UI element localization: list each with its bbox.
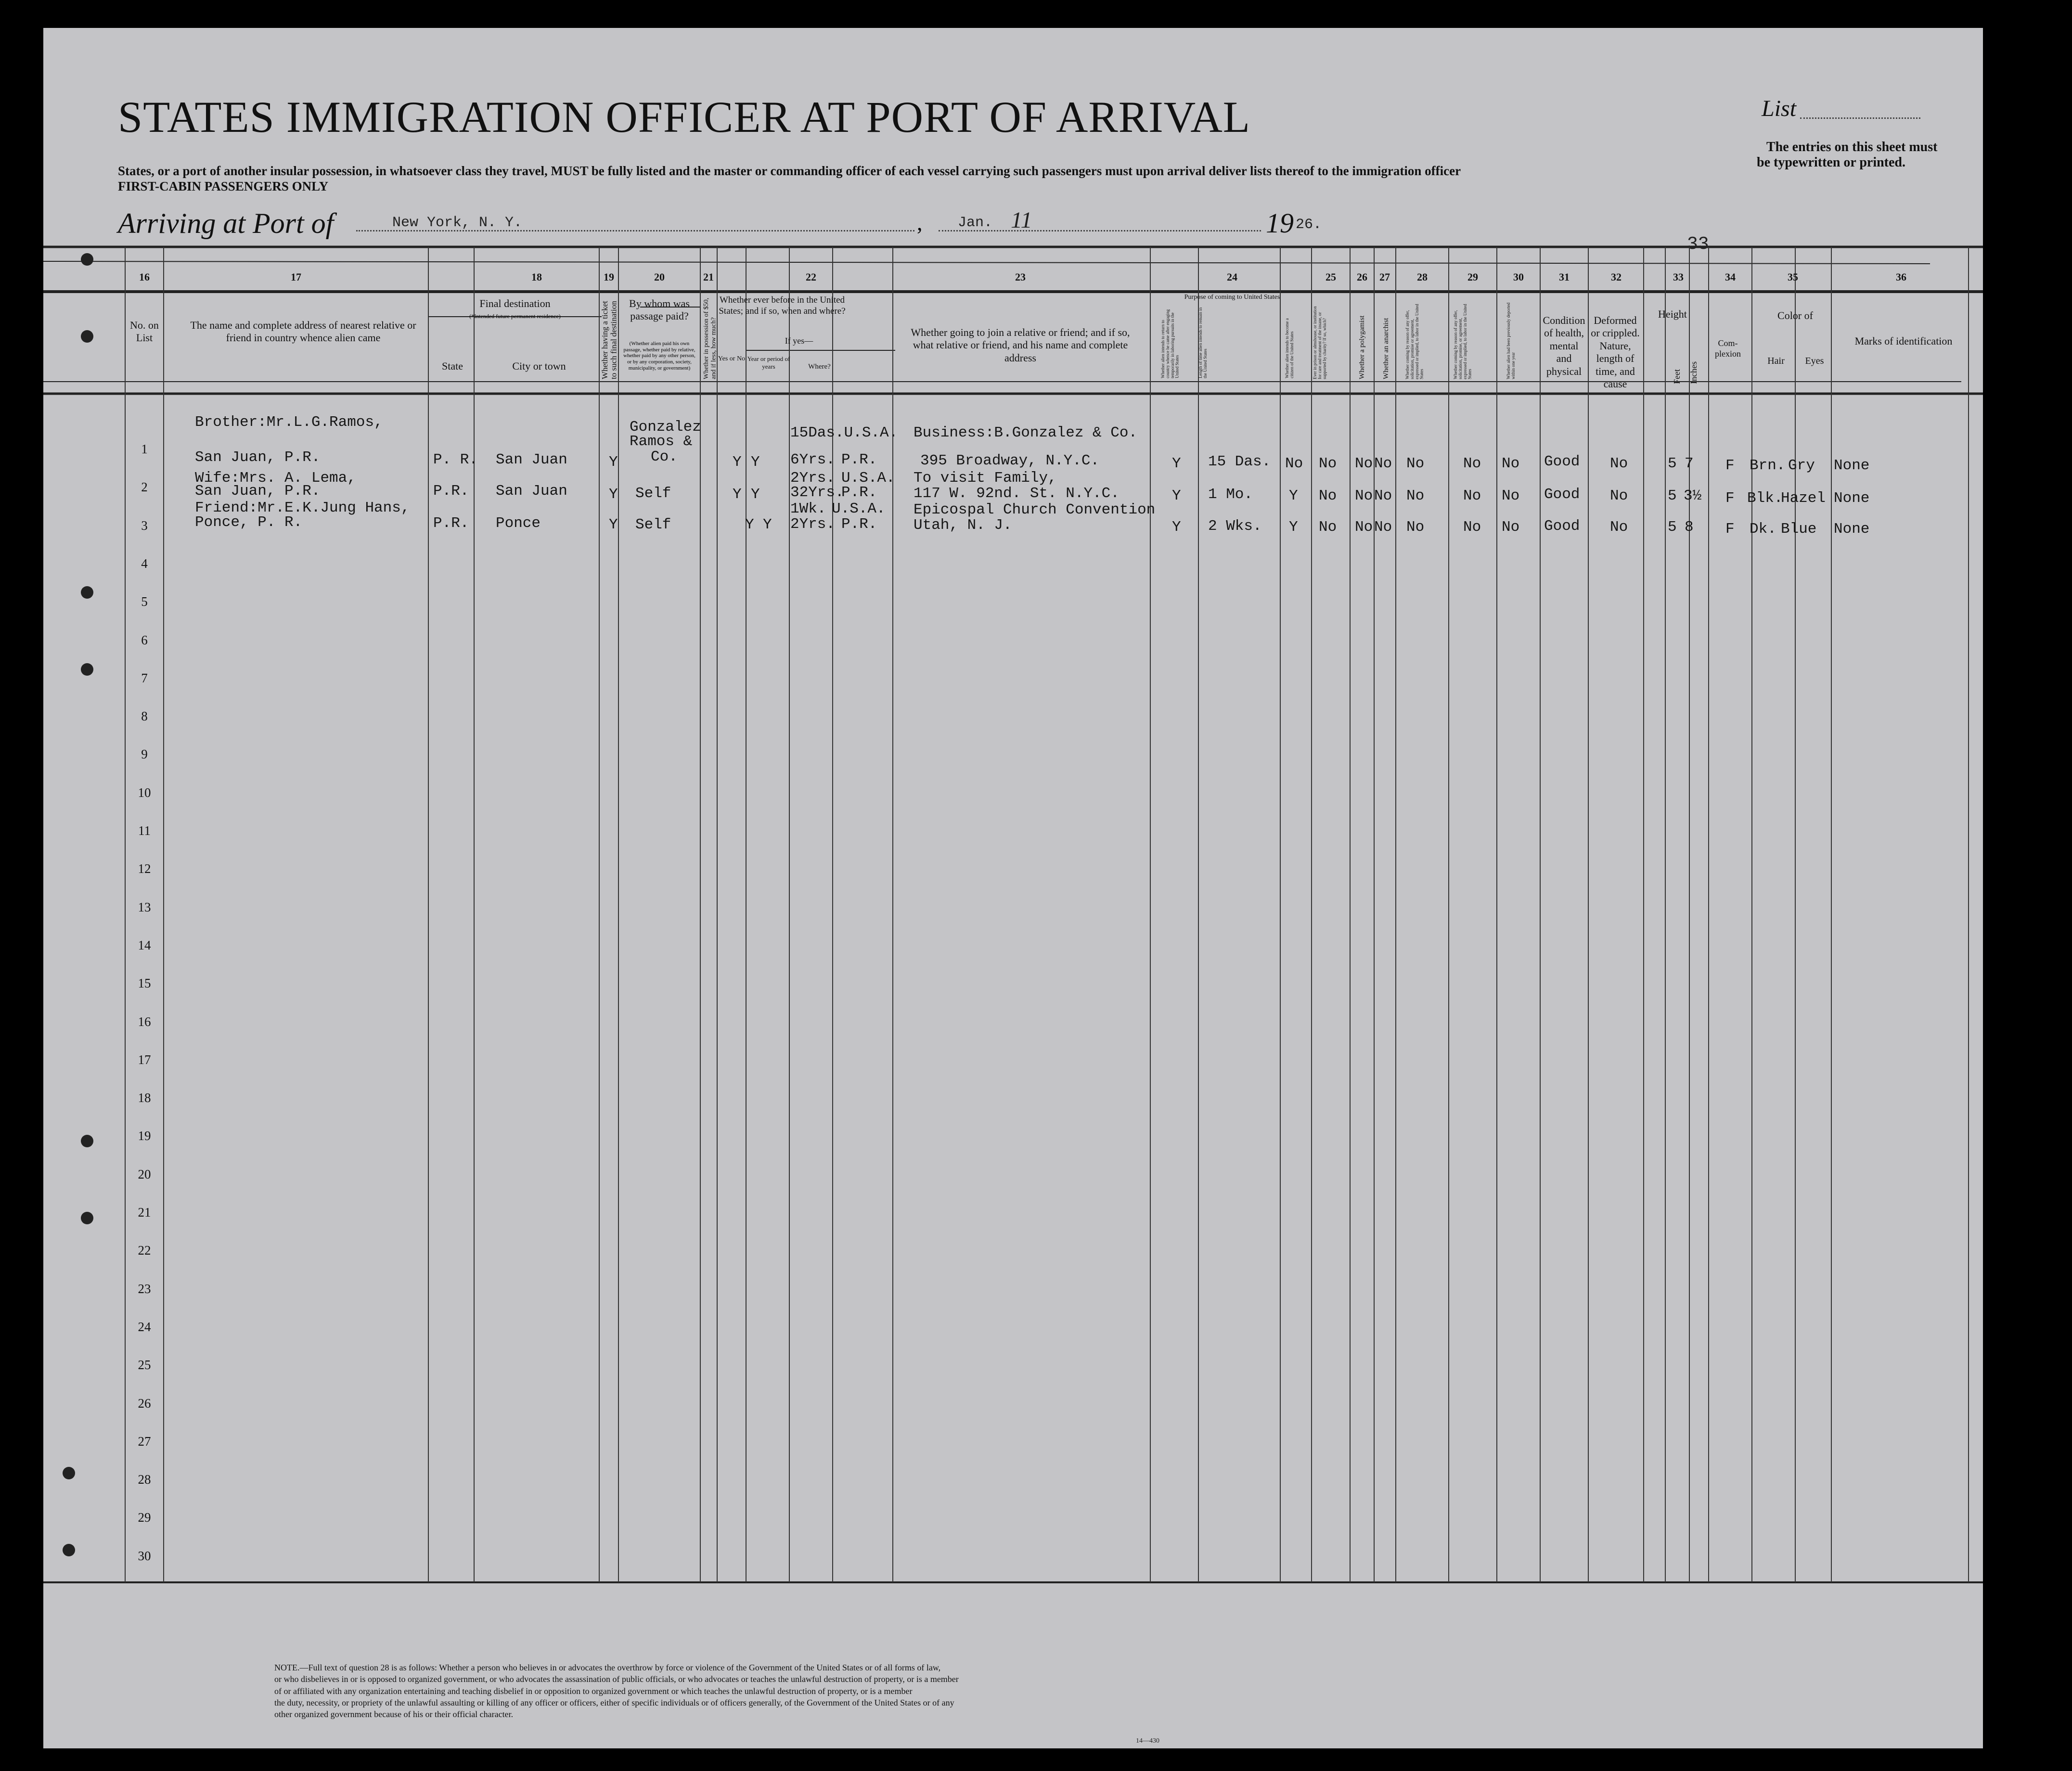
- r4-passage: Self: [635, 516, 671, 533]
- binding-hole-mark: [81, 586, 93, 599]
- row-number: 29: [138, 1510, 151, 1525]
- column-number: 22: [806, 271, 816, 283]
- header-inches: Inches: [1689, 361, 1699, 384]
- r1-passage-line-2: Ramos &: [630, 433, 693, 450]
- header-where: Where?: [808, 363, 831, 371]
- form-subtitle: States, or a port of another insular possession, in whatsoever class they travel, MUST be fully listed and the master or commanding officer of each vessel carrying such passengers must upon arrival deliver lists thereof to the immigration officer: [118, 164, 1461, 178]
- r3-deported: No: [1502, 488, 1520, 504]
- r4-where: P.R.: [841, 516, 877, 533]
- r3-marks: None: [1834, 490, 1870, 507]
- manifest-grid: [43, 28, 1983, 1640]
- r2-feet: 5: [1668, 455, 1677, 472]
- r3-period: 32Yrs.: [790, 484, 844, 501]
- r4-period: 2Yrs.: [790, 516, 836, 533]
- header-anarchist: Whether an anarchist: [1382, 318, 1390, 379]
- binding-hole-mark: [81, 1212, 93, 1224]
- row-number: 24: [138, 1319, 151, 1334]
- r2-join: 395 Broadway, N.Y.C.: [920, 452, 1100, 469]
- port-value: New York, N. Y.: [392, 215, 523, 231]
- r2-complexion: F: [1725, 457, 1735, 474]
- row-number: 1: [141, 442, 148, 456]
- header-intend-citizen: Whether alien intends to become a citizen of the United States: [1285, 318, 1294, 378]
- column-number: 28: [1417, 271, 1428, 283]
- r2-citizen: No: [1285, 455, 1303, 472]
- month-value: Jan.: [958, 215, 993, 231]
- r3-hair: Blk.: [1747, 490, 1783, 507]
- r3-state: P.R.: [433, 483, 469, 500]
- r3-polygamist: No: [1355, 488, 1373, 504]
- r4-q28: No: [1406, 519, 1425, 536]
- header-final-destination: Final destination: [479, 297, 551, 309]
- r2-q29: No: [1463, 455, 1481, 472]
- r4-prison: No: [1319, 519, 1337, 536]
- column-number: 26: [1357, 271, 1367, 283]
- r2-fifty: Y: [733, 454, 742, 471]
- row-number: 2: [141, 480, 148, 495]
- footnote-line: the duty, necessity, or propriety of the unlawful assaulting or killing of any officer or officers, either of specific individuals or of officers generally, of the Government of the United States or of any: [274, 1697, 954, 1707]
- header-ticket: Whether having a ticket to such final destination: [600, 301, 618, 379]
- header-year-period: Year or period of years: [747, 355, 790, 370]
- r1-passage-line-3: Co.: [651, 449, 678, 465]
- row-number: 23: [138, 1281, 151, 1296]
- header-complexion: Com-plexion: [1715, 338, 1741, 359]
- header-feet: Feet: [1672, 369, 1682, 384]
- r2-inches: 7: [1685, 455, 1694, 472]
- column-number: 29: [1467, 271, 1478, 283]
- row-number: 10: [138, 785, 151, 800]
- r4-eyes: Blue: [1781, 521, 1817, 538]
- binding-hole-mark: [81, 330, 93, 343]
- header-city: City or town: [512, 360, 566, 372]
- row-number: 18: [138, 1091, 151, 1105]
- row-number: 19: [138, 1129, 151, 1143]
- r3-city: San Juan: [496, 483, 567, 500]
- r1-passage-line-1: Gonzalez: [630, 419, 701, 436]
- comma-1: ,: [917, 210, 923, 235]
- row-number: 30: [138, 1548, 151, 1563]
- r3-deformed: No: [1610, 488, 1628, 504]
- header-height: Height: [1658, 308, 1687, 320]
- binding-hole-mark: [81, 253, 93, 266]
- r3-eyes: Hazel: [1781, 490, 1826, 507]
- r4-hair: Dk.: [1750, 521, 1776, 538]
- row-number: 25: [138, 1358, 151, 1373]
- row-number: 11: [138, 823, 151, 838]
- footnote: [274, 1662, 1285, 1720]
- r2-deported: No: [1502, 455, 1520, 472]
- r2-polygamist: No: [1355, 455, 1373, 472]
- header-eyes: Eyes: [1805, 356, 1824, 366]
- r3-health: Good: [1544, 486, 1580, 503]
- r2-state: P. R.: [433, 451, 478, 468]
- r2-anarchist: No: [1374, 455, 1392, 472]
- r2-where: P.R.: [841, 451, 877, 468]
- r2-city: San Juan: [496, 451, 567, 468]
- row-number: 5: [141, 594, 148, 609]
- row-number: 14: [138, 937, 151, 952]
- r2-deformed: No: [1610, 455, 1628, 472]
- row-number: 17: [138, 1052, 151, 1067]
- r2b-join: To visit Family,: [914, 470, 1057, 487]
- row-number: 15: [138, 976, 151, 991]
- r4-inches: 8: [1685, 519, 1694, 536]
- r4-marks: None: [1834, 521, 1870, 538]
- r3-q28: No: [1406, 488, 1425, 504]
- r4-deformed: No: [1610, 519, 1628, 536]
- r4-intend-return: Y: [1172, 519, 1181, 536]
- r3-complexion: F: [1725, 490, 1735, 507]
- r4-relative: Ponce, P. R.: [195, 514, 303, 531]
- r3b-where: U.S.A.: [832, 500, 886, 517]
- r3-ticket: Y: [609, 486, 618, 503]
- r2-ticket: Y: [609, 454, 618, 471]
- r3b-period: 1Wk.: [790, 500, 826, 517]
- header-before-us: Whether ever before in the United States; and if so, when and where?: [719, 295, 846, 316]
- r3-length: 1 Mo.: [1208, 486, 1253, 503]
- row-number: 22: [138, 1243, 151, 1258]
- arriving-label: Arriving at Port of: [118, 207, 334, 239]
- year-suffix: 26.: [1296, 217, 1322, 233]
- row-number: 3: [141, 518, 148, 533]
- column-number: 17: [291, 271, 301, 283]
- header-deported: Whether alien had been previously deported within one year: [1506, 302, 1516, 379]
- header-passage-note: (Whether alien paid his own passage, whether paid by relative, whether paid by any other person, or by any corporation, society, municipality, or government): [623, 341, 695, 371]
- r3-feet: 5: [1668, 488, 1677, 504]
- year-prefix: 19: [1266, 207, 1294, 239]
- header-passage: By whom was passage paid?: [629, 297, 690, 322]
- row-number: 13: [138, 899, 151, 914]
- footnote-line: of or affiliated with any organization entertaining and teaching disbelief in or opposition to organized government or which teaches the unlawful destruction of property, or is a member: [274, 1686, 913, 1696]
- r4-fifty: Y: [745, 516, 754, 533]
- r4-deported: No: [1502, 519, 1520, 536]
- r4-length: 2 Wks.: [1208, 518, 1262, 535]
- r3-fifty: Y: [733, 486, 742, 503]
- binding-hole-mark: [81, 663, 93, 676]
- header-final-destination-note: (*Intended future permanent residence): [469, 313, 561, 320]
- r2-q28: No: [1406, 455, 1425, 472]
- r4-health: Good: [1544, 518, 1580, 535]
- form-code: 14—430: [1136, 1737, 1159, 1745]
- r3b-relative: Friend:Mr.E.K.Jung Hans,: [195, 500, 410, 516]
- row-number: 16: [138, 1014, 151, 1029]
- r4-citizen: Y: [1289, 519, 1298, 536]
- header-state: State: [442, 360, 463, 372]
- header-hair: Hair: [1767, 356, 1785, 366]
- column-number: 23: [1015, 271, 1026, 283]
- r2-health: Good: [1544, 453, 1580, 470]
- column-number: 19: [604, 271, 614, 283]
- binding-hole-mark: [63, 1544, 75, 1556]
- column-number: 20: [654, 271, 665, 283]
- r4-before: Y: [763, 516, 772, 533]
- column-number: 27: [1379, 271, 1390, 283]
- page-number: 33: [1687, 234, 1709, 255]
- r4-complexion: F: [1725, 521, 1735, 538]
- header-yes-no: Yes or No: [718, 355, 746, 362]
- binding-hole-mark: [81, 1135, 93, 1147]
- column-number: 34: [1725, 271, 1736, 283]
- column-number: 16: [139, 271, 150, 283]
- row-number: 4: [141, 556, 148, 571]
- manifest-sheet: [43, 28, 1983, 1748]
- day-value: 11: [1011, 207, 1032, 233]
- column-number: 24: [1227, 271, 1237, 283]
- header-join-relative: Whether going to join a relative or friend; and if so, what relative or friend, and his name and complete address: [911, 326, 1130, 364]
- r1-prior-visit: 15Das.U.S.A.: [790, 424, 898, 441]
- header-no-on-list: No. on List: [130, 319, 159, 344]
- r2b-period: 2Yrs.: [790, 470, 836, 487]
- r2b-where: U.S.A.: [841, 470, 895, 487]
- row-number: 6: [141, 632, 148, 647]
- row-number: 8: [141, 709, 148, 724]
- r2-before: Y: [751, 454, 760, 471]
- r3-where: P.R.: [841, 484, 877, 501]
- r2-relative: San Juan, P.R.: [195, 449, 321, 466]
- r2-length: 15 Das.: [1208, 453, 1271, 470]
- r1-join: Business:B.Gonzalez & Co.: [914, 424, 1138, 441]
- r4-feet: 5: [1668, 519, 1677, 536]
- r3-before: Y: [751, 486, 760, 503]
- footnote-line: or who disbelieves in or is opposed to organized government, or who advocates the assassination of public officials, or who advocates or teaches the unlawful destruction of property, or is a member: [274, 1674, 959, 1684]
- column-number: 18: [531, 271, 542, 283]
- column-number: 36: [1896, 271, 1906, 283]
- header-intend-return: Whether alien intends to return to country whence he came after engaging temporarily in laboring pursuits in the United States: [1160, 309, 1180, 378]
- row-number: 21: [138, 1205, 151, 1219]
- header-q29: Whether coming by reason of any offer, solicitation, promise, or agreement, expressed or implied, to labor in the United States: [1453, 304, 1472, 379]
- column-number: 25: [1326, 271, 1336, 283]
- row-number: 9: [141, 747, 148, 762]
- header-purpose: Purpose of coming to United States: [1184, 294, 1280, 301]
- r4-join: Utah, N. J.: [914, 517, 1012, 534]
- header-fifty-dollars: Whether in possession of $50, and if less, how much?: [703, 297, 718, 379]
- row-number: 27: [138, 1434, 151, 1449]
- column-number: 32: [1611, 271, 1622, 283]
- entries-note-2: be typewritten or printed.: [1757, 155, 1905, 170]
- r3-anarchist: No: [1374, 488, 1392, 504]
- r2-prison: No: [1319, 455, 1337, 472]
- header-nearest-relative: The name and complete address of nearest relative or friend in country whence alien came: [190, 319, 416, 344]
- r2-period: 6Yrs.: [790, 451, 836, 468]
- footnote-line: other organized government because of his or their official character.: [274, 1709, 514, 1720]
- r3-q29: No: [1463, 488, 1481, 504]
- header-polygamist: Whether a polygamist: [1358, 315, 1366, 379]
- binding-hole-mark: [63, 1467, 75, 1479]
- row-number: 7: [141, 670, 148, 685]
- column-number: 21: [703, 271, 714, 283]
- r3-intend-return: Y: [1172, 488, 1181, 504]
- column-number: 35: [1788, 271, 1798, 283]
- header-deformed: Deformed or crippled. Nature, length of time, and cause: [1591, 314, 1640, 390]
- column-number: 31: [1559, 271, 1570, 283]
- r2b-relative: Wife:Mrs. A. Lema,: [195, 470, 356, 487]
- form-class: FIRST-CABIN PASSENGERS ONLY: [118, 179, 329, 193]
- r3-relative: San Juan, P.R.: [195, 483, 321, 500]
- r3-citizen: Y: [1289, 488, 1298, 504]
- r3b-join: Epicospal Church Convention: [914, 501, 1156, 518]
- list-label: List: [1762, 96, 1797, 121]
- r1-relative: Brother:Mr.L.G.Ramos,: [195, 414, 383, 431]
- row-number: 12: [138, 861, 151, 876]
- header-marks: Marks of identification: [1854, 335, 1953, 347]
- r3-passage: Self: [635, 485, 671, 502]
- r4-ticket: Y: [609, 516, 618, 533]
- r2-hair: Brn.: [1750, 457, 1786, 474]
- r2-marks: None: [1834, 457, 1870, 474]
- column-number: 33: [1673, 271, 1684, 283]
- header-health: Condition of health, mental and physical: [1543, 314, 1585, 377]
- r4-q29: No: [1463, 519, 1481, 536]
- r4-polygamist: No: [1355, 519, 1373, 536]
- r2-intend-return: Y: [1172, 455, 1181, 472]
- header-color-of: Color of: [1777, 309, 1813, 321]
- r3-inches: 3½: [1684, 488, 1702, 504]
- row-number: 26: [138, 1396, 151, 1411]
- row-number: 28: [138, 1472, 151, 1487]
- entries-note-1: The entries on this sheet must: [1766, 140, 1938, 154]
- r2-eyes: Gry: [1788, 457, 1815, 474]
- column-number: 30: [1513, 271, 1524, 283]
- header-length-of-stay: Length of time alien intends to remain in the United States: [1198, 307, 1208, 378]
- r4-anarchist: No: [1374, 519, 1392, 536]
- r4-city: Ponce: [496, 515, 541, 532]
- header-q28: Whether coming by reason of any offer, solicitation, promise or agreement, expressed or implied, to labor in the United States: [1405, 304, 1424, 379]
- footnote-line: NOTE.—Full text of question 28 is as follows: Whether a person who believes in or advocates the overthrow by force or violence of the Government of the United States or of all forms of law,: [274, 1663, 941, 1672]
- r4-state: P.R.: [433, 515, 469, 532]
- row-number: 20: [138, 1167, 151, 1181]
- r3-prison: No: [1319, 488, 1337, 504]
- header-prison: Ever in prison or almshouse, or institution for care and treatment of the insane, or supported by charity? If so, which?: [1313, 306, 1327, 379]
- header-if-yes: If yes—: [785, 336, 813, 346]
- r3-join: 117 W. 92nd. St. N.Y.C.: [914, 485, 1120, 502]
- form-title: STATES IMMIGRATION OFFICER AT PORT OF ARRIVAL: [118, 92, 1250, 141]
